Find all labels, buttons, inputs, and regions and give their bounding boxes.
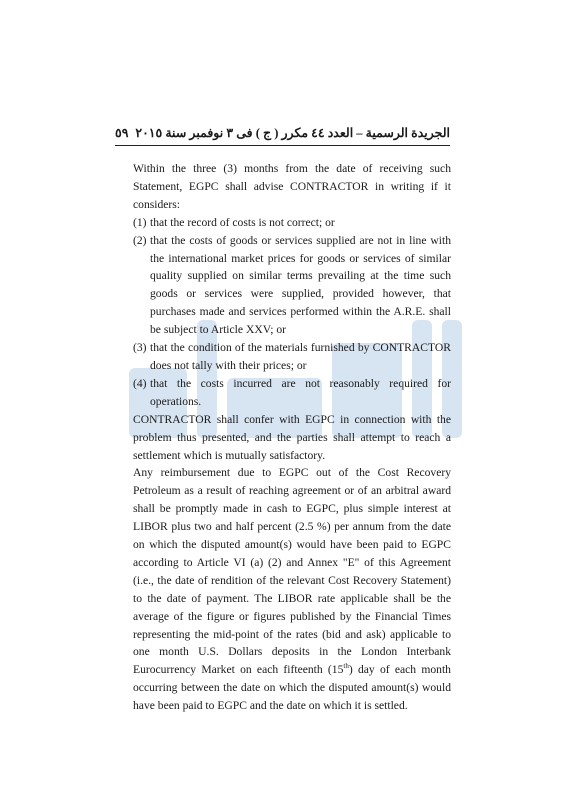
list-item: [133, 375, 451, 411]
list-item-text: that the costs of goods or services supplied are not in line with the international market prices for goods or services of similar quality supplied on similar terms prevailing at the time such goods or services were supplied, provided however, that purchases made and services performed within the A.R.E. shall be subject to Article XXV; or: [150, 233, 451, 337]
list-item: [133, 214, 451, 232]
intro-paragraph: Within the three (3) months from the date of receiving such Statement, EGPC shall advise CONTRACTOR in writing if it considers:: [133, 162, 451, 211]
list-item: [133, 339, 451, 375]
list-item: [133, 232, 451, 339]
list-item-text: that the condition of the materials furnished by CONTRACTOR does not tally with their prices; or: [150, 341, 451, 372]
list-item-text: that the costs incurred are not reasonably required for operations.: [150, 376, 451, 408]
list-item-number: (2): [133, 233, 147, 247]
list-item-text: that the record of costs is not correct; or: [150, 215, 335, 229]
reimbursement-text-end: ) day of each month occurring between the date on which the disputed amount(s) would have been paid to EGPC and the date on which it is settled.: [133, 663, 451, 713]
reimbursement-paragraph: [133, 464, 451, 715]
reimbursement-text-start: Any reimbursement due to EGPC out of the Cost Recovery Petroleum as a result of reaching agreement or of an arbitral award shall be promptly made in cash to EGPC, plus simple interest at LIBOR plus two and half percent (2.5 %) per annum from the date on which the disputed amount(s) would have been paid to EGPC according to Article VI (a) (2) and Annex "E" of this Agreement (i.e., the date of rendition of the relevant Cost Recovery Statement) to the date of payment. The LIBOR rate applicable shall be the average of the figure or figures published by the Financial Times representing the mid-point of the rates (bid and ask) applicable to one month U.S. Dollars deposits in the London Interbank Eurocurrency Market on each fifteenth (15: [133, 466, 451, 677]
list-item-number: (3): [133, 341, 147, 355]
document-body: [133, 160, 451, 715]
list-item-number: (1): [133, 215, 147, 229]
page-number: ٥٩: [115, 126, 129, 140]
journal-title: الجريدة الرسمية – العدد ٤٤ مكرر ( ج ) فى ٣ نوفمبر سنة ٢٠١٥: [135, 126, 450, 140]
confer-paragraph: CONTRACTOR shall confer with EGPC in connection with the problem thus presented, and the parties shall attempt to reach a settlement which is mutually satisfactory.: [133, 412, 451, 462]
page-header: [115, 125, 450, 146]
list-item-number: (4): [133, 376, 147, 390]
ordinal-suffix: th: [343, 662, 349, 671]
